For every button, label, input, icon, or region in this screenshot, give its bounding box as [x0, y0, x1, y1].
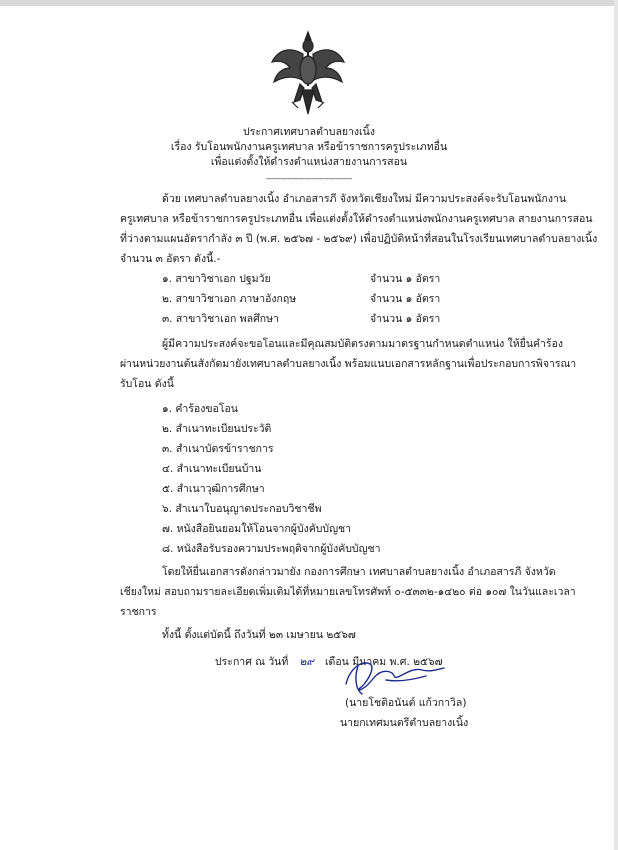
signatory-name: (นายโชติอนันต์ แก้วกาวิล) [345, 697, 467, 709]
intro-line-4: จำนวน ๓ อัตรา ดังนี้.- [120, 253, 221, 265]
submission-line-2: เชียงใหม่ สอบถามรายละเอียดเพิ่มเติมได้ที่หมายเลขโทรศัพท์ ๐-๕๓๓๒-๑๔๒๐ ต่อ ๑๐๗ ในวันและเวลา [120, 586, 576, 598]
announce-day: ๒๙ [299, 656, 314, 668]
signatory-title: นายกเทศมนตรีตำบลยางเนิ้ง [340, 717, 469, 729]
position-label: ๒. สาขาวิชาเอก ภาษาอังกฤษ [162, 293, 297, 305]
announce-prefix: ประกาศ ณ วันที่ [215, 656, 289, 668]
submission-line-3: ราชการ [120, 606, 157, 618]
position-label: ๓. สาขาวิชาเอก พลศึกษา [162, 313, 279, 325]
document-item: ๑. คำร้องขอโอน [162, 403, 238, 415]
document-item: ๔. สำเนาทะเบียนบ้าน [162, 463, 262, 475]
header-line-3: เพื่อแต่งตั้งให้ดำรงตำแหน่งสายงานการสอน [210, 156, 408, 168]
document-item: ๒. สำเนาทะเบียนประวัติ [162, 423, 272, 435]
position-label: ๑. สาขาวิชาเอก ปฐมวัย [162, 273, 271, 285]
qualification-line-3: รับโอน ดังนี้ [120, 378, 174, 390]
announce-year: พ.ศ. ๒๕๖๗ [389, 656, 443, 668]
position-count: จำนวน ๑ อัตรา [370, 273, 441, 285]
signature-scribble [340, 650, 460, 698]
position-count: จำนวน ๑ อัตรา [370, 313, 441, 325]
announce-month: มีนาคม [352, 656, 387, 668]
document-item: ๓. สำเนาบัตรข้าราชการ [162, 443, 274, 455]
document-item: ๗. หนังสือยินยอมให้โอนจากผู้บังคับบัญชา [162, 523, 352, 535]
intro-line-2: ครูเทศบาล หรือข้าราชการครูประเภทอื่น เพื่อแต่งตั้งให้ดำรงตำแหน่งพนักงานครูเทศบาล สายงานการสอน [120, 213, 593, 225]
scan-edge-top [0, 0, 618, 6]
qualification-line-2: ผ่านหน่วยงานต้นสังกัดมายังเทศบาลตำบลยางเนิ้ง พร้อมแนบเอกสารหลักฐานเพื่อประกอบการพิจารณา [120, 358, 577, 370]
position-count: จำนวน ๑ อัตรา [370, 293, 441, 305]
qualification-line-1: ผู้มีความประสงค์จะขอโอนและมีคุณสมบัติตรงตามมาตรฐานกำหนดตำแหน่ง ให้ยื่นคำร้อง [162, 338, 564, 350]
announce-month-label: เดือน [324, 656, 349, 668]
header-line-1: ประกาศเทศบาลตำบลยางเนิ้ง [243, 126, 375, 138]
header-separator: ------------------------------------ [266, 174, 352, 183]
header-line-2: เรื่อง รับโอนพนักงานครูเทศบาล หรือข้าราชการครูประเภทอื่น [170, 141, 448, 153]
document-item: ๕. สำเนาวุฒิการศึกษา [162, 483, 265, 495]
intro-line-3: ที่ว่างตามแผนอัตรากำลัง ๓ ปี (พ.ศ. ๒๕๖๗ - ๒๕๖๙) เพื่อปฏิบัติหน้าที่สอนในโรงเรียนเทศบาลตำบลยางเนิ้ง [120, 233, 598, 245]
document-item: ๖. สำเนาใบอนุญาตประกอบวิชาชีพ [162, 503, 322, 515]
intro-line-1: ด้วย เทศบาลตำบลยางเนิ้ง อำเภอสารภี จังหวัดเชียงใหม่ มีความประสงค์จะรับโอนพนักงาน [162, 193, 567, 205]
garuda-emblem-icon [270, 28, 346, 116]
document-item: ๘. หนังสือรับรองความประพฤติจากผู้บังคับบัญชา [162, 543, 381, 555]
effective-date: ทั้งนี้ ตั้งแต่บัดนี้ ถึงวันที่ ๒๓ เมษายน ๒๕๖๗ [162, 629, 356, 641]
submission-line-1: โดยให้ยื่นเอกสารดังกล่าวมายัง กองการศึกษา เทศบาลตำบลยางเนิ้ง อำเภอสารภี จังหวัด [162, 566, 556, 578]
